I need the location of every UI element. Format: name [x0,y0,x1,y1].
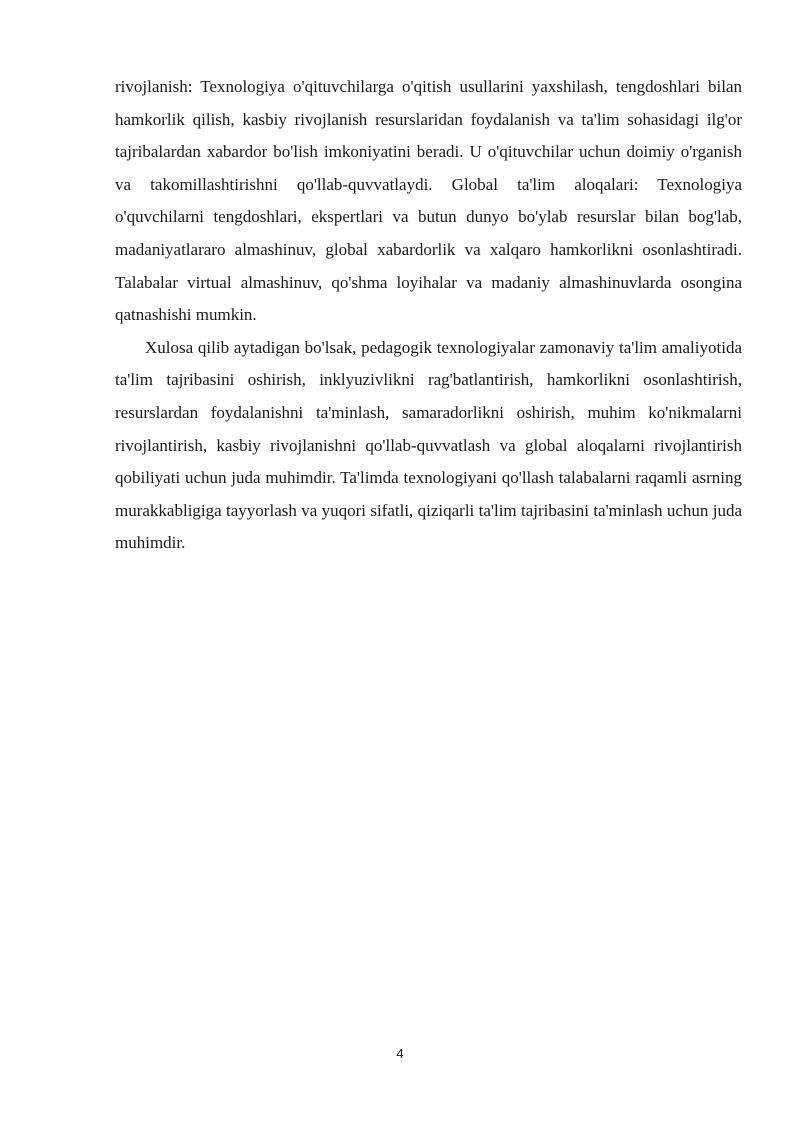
page-body [115,71,742,560]
paragraph-conclusion: Xulosa qilib aytadigan bo'lsak, pedagogik texnologiyalar zamonaviy ta'lim amaliyotida ta'lim tajribasini oshirish, inklyuzivlikni rag'batlantirish, hamkorlikni osonlashtirish, resurslardan foydalanishni ta'minlash, samaradorlikni oshirish, muhim ko'nikmalarni rivojlantirish, kasbiy rivojlanishni qo'llab-quvvatlash va global aloqalarni rivojlantirish qobiliyati uchun juda muhimdir. Ta'limda texnologiyani qo'llash talabalarni raqamli asrning murakkabligiga tayyorlash va yuqori sifatli, qiziqarli ta'lim tajribasini ta'minlash uchun juda muhimdir. [115,337,742,553]
paragraph-continuation: rivojlanish: Texnologiya o'qituvchilarga o'qitish usullarini yaxshilash, tengdoshlari bilan hamkorlik qilish, kasbiy rivojlanish resurslaridan foydalanish va ta'lim sohasidagi ilg'or tajribalardan xabardor bo'lish imkoniyatini beradi. U o'qituvchilar uchun doimiy o'rganish va takomillashtirishni qo'llab-quvvatlaydi. Global ta'lim aloqalari: Texnologiya o'quvchilarni tengdoshlari, ekspertlari va butun dunyo bo'ylab resurslar bilan bog'lab, madaniyatlararo almashinuv, global xabardorlik va xalqaro hamkorlikni osonlashtiradi. Talabalar virtual almashinuv, qo'shma loyihalar va madaniy almashinuvlarda osongina qatnashishi mumkin. [115,77,742,325]
page-number: 4 [396,1046,404,1061]
